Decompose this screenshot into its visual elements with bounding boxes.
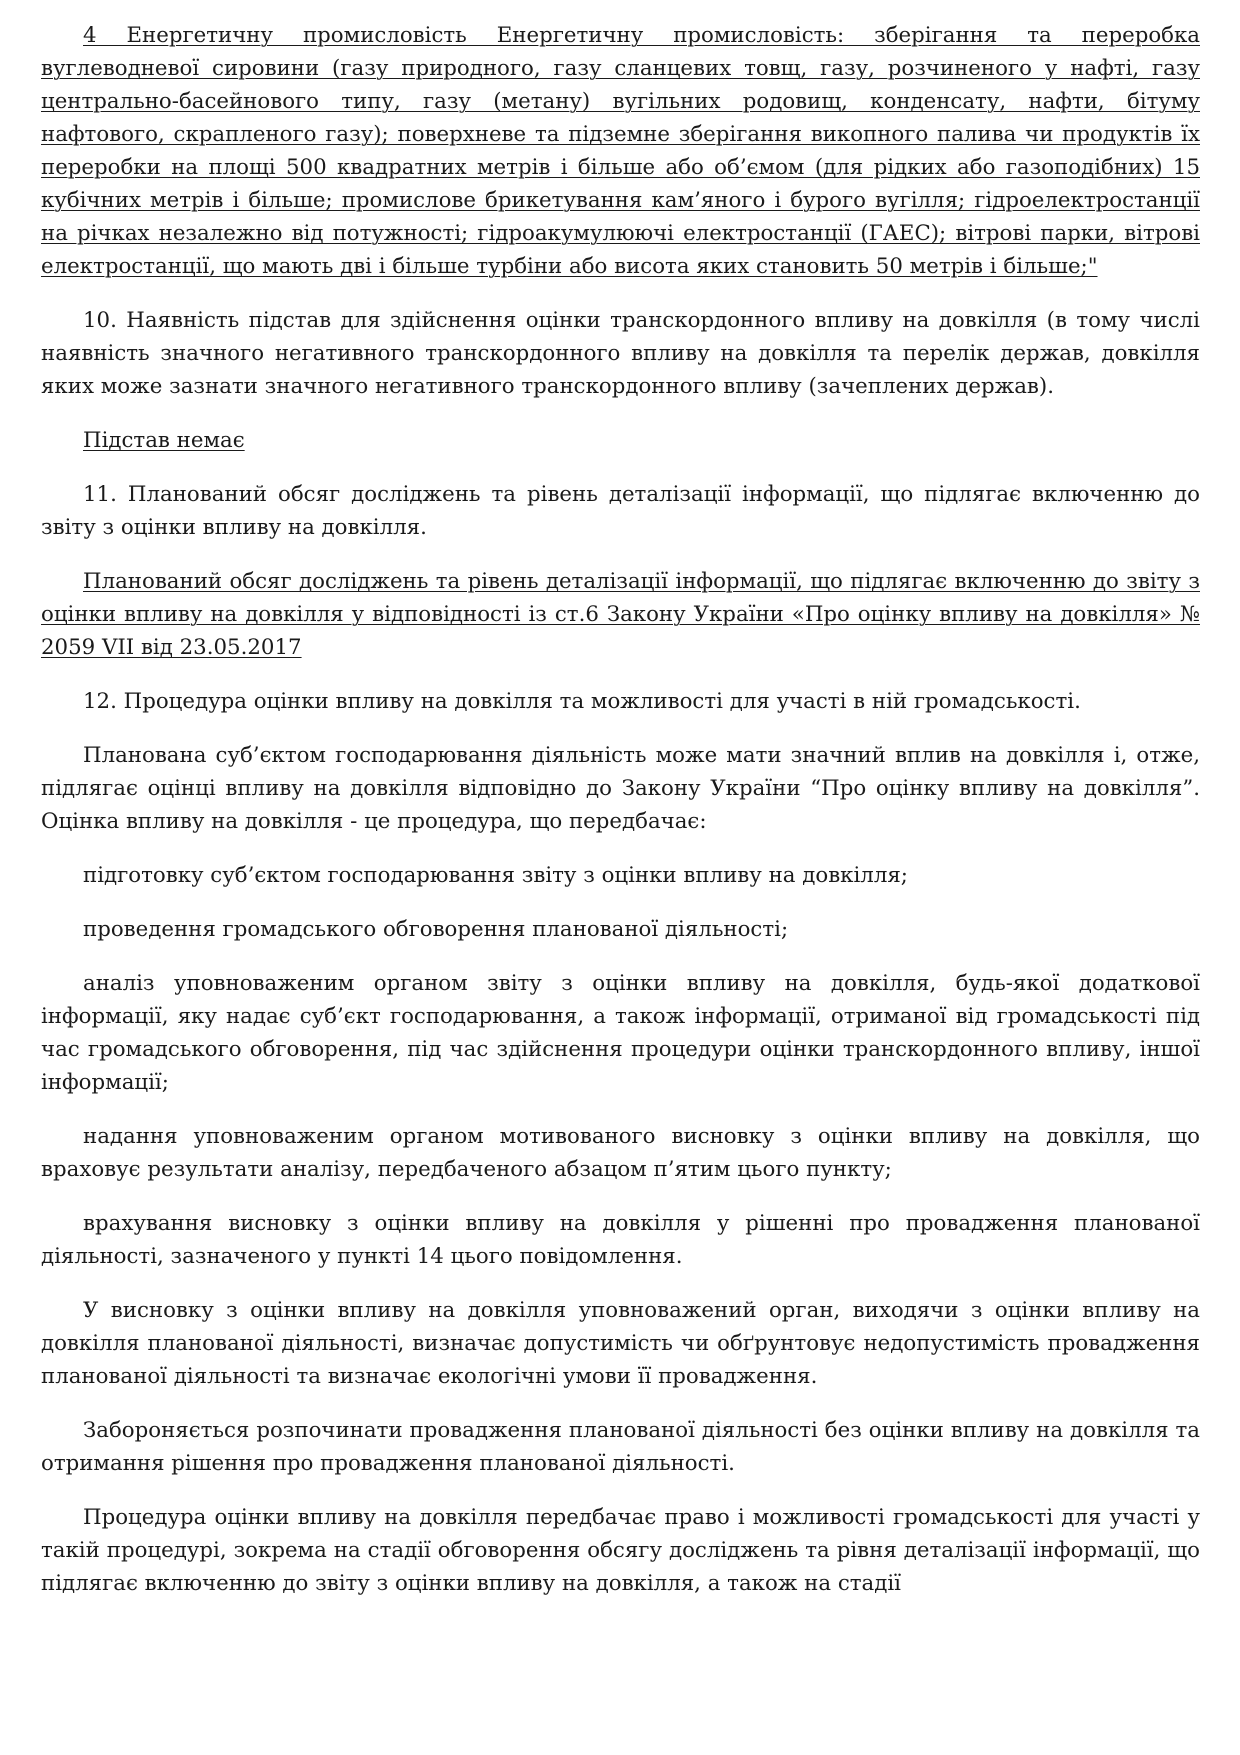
section-12-intro: Планована суб’єктом господарювання діяльність може мати значний вплив на довкілля і, отже, підлягає оцінці впливу на довкілля відповідно до Закону України “Про оцінку впливу на довкілля”. Оцінка впливу на довкілля - це процедура, що передбачає: (41, 743, 1200, 834)
document-page (41, 19, 1200, 1621)
procedure-step-analysis: аналіз уповноваженим органом звіту з оцінки впливу на довкілля, будь-якої додаткової інформації, яку надає суб’єкт господарювання, а також інформації, отриманої від громадськості під час громадського обговорення, під час здійснення процедури оцінки транскордонного впливу, іншої інформації; (41, 971, 1200, 1095)
section-11-answer: Планований обсяг досліджень та рівень деталізації інформації, що підлягає включенню до звіту з оцінки впливу на довкілля у відповідності із ст.6 Закону України «Про оцінку впливу на довкілля» № 2059 VІІ від 23.05.2017 (41, 569, 1200, 660)
procedure-step-decision: врахування висновку з оцінки впливу на довкілля у рішенні про провадження планованої діяльності, зазначеного у пункті 14 цього повідомлення. (41, 1211, 1200, 1269)
procedure-step-report: підготовку суб’єктом господарювання звіту з оцінки впливу на довкілля; (83, 863, 908, 888)
procedure-step-public-discussion: проведення громадського обговорення планованої діяльності; (83, 917, 789, 942)
section-11-heading: 11. Планований обсяг досліджень та рівень деталізації інформації, що підлягає включенню до звіту з оцінки впливу на довкілля. (41, 482, 1200, 540)
section-10-answer: Підстав немає (83, 428, 245, 453)
procedure-step-conclusion: надання уповноваженим органом мотивованого висновку з оцінки впливу на довкілля, що враховує результати аналізу, передбаченого абзацом п’ятим цього пункту; (41, 1124, 1200, 1182)
energy-industry-paragraph: 4 Енергетичну промисловість Енергетичну промисловість: зберігання та переробка вуглеводневої сировини (газу природного, газу сланцевих товщ, газу, розчиненого у нафті, газу центрально-басейнового типу, газу (метану) вугільних родовищ, конденсату, нафти, бітуму нафтового, скрапленого газу); поверхневе та підземне зберігання викопного палива чи продуктів їх переробки на площі 500 квадратних метрів і більше або об’ємом (для рідких або газоподібних) 15 кубічних метрів і більше; промислове брикетування кам’яного і бурого вугілля; гідроелектростанції на річках незалежно від потужності; гідроакумулюючі електростанції (ГАЕС); вітрові парки, вітрові електростанції, що мають дві і більше турбіни або висота яких становить 50 метрів і більше;" (41, 23, 1200, 279)
prohibition-paragraph: Забороняється розпочинати провадження планованої діяльності без оцінки впливу на довкілля та отримання рішення про провадження планованої діяльності. (41, 1418, 1200, 1476)
section-12-heading: 12. Процедура оцінки впливу на довкілля та можливості для участі в ній громадськості. (83, 689, 1081, 714)
section-10-heading: 10. Наявність підстав для здійснення оцінки транскордонного впливу на довкілля (в тому числі наявність значного негативного транскордонного впливу на довкілля та перелік держав, довкілля яких може зазнати значного негативного транскордонного впливу (зачеплених держав). (41, 308, 1200, 399)
public-participation-paragraph: Процедура оцінки впливу на довкілля передбачає право і можливості громадськості для участі у такій процедурі, зокрема на стадії обговорення обсягу досліджень та рівня деталізації інформації, що підлягає включенню до звіту з оцінки впливу на довкілля, а також на стадії (41, 1505, 1200, 1596)
conclusion-paragraph: У висновку з оцінки впливу на довкілля уповноважений орган, виходячи з оцінки впливу на довкілля планованої діяльності, визначає допустимість чи обґрунтовує недопустимість провадження планованої діяльності та визначає екологічні умови її провадження. (41, 1298, 1200, 1389)
